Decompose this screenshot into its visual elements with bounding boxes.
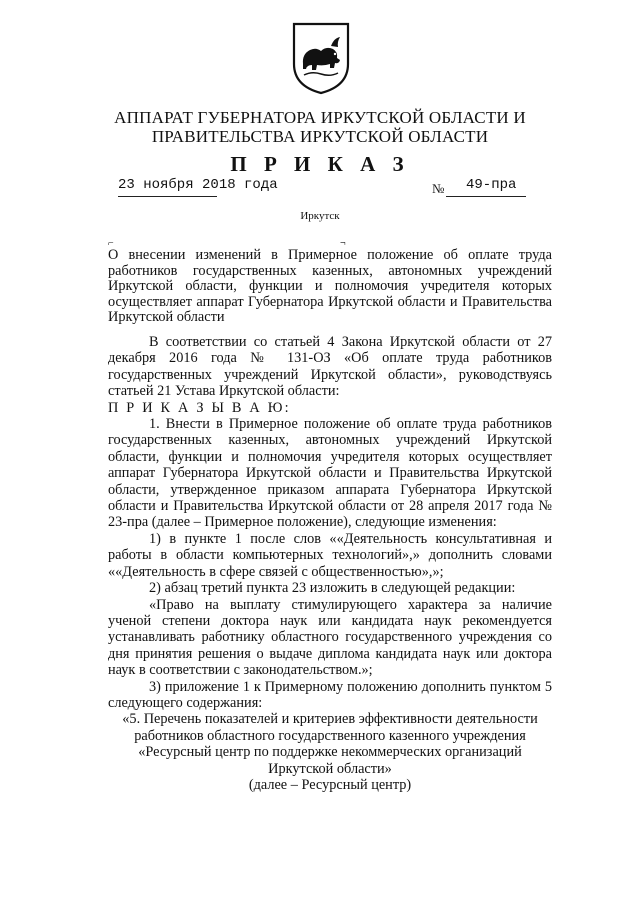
city-name: Иркутск (300, 210, 340, 222)
issuer-line-2: ПРАВИТЕЛЬСТВА ИРКУТСКОЙ ОБЛАСТИ (151, 127, 489, 146)
item-1-paragraph: 1. Внести в Примерное положение об оплате труда работников государственных казенных, автономных учреждений Иркутской области, функции и полномочия учредителя которых осуществляет аппарат Губернатора Иркутской области и Правительства Иркутской области, утвержденное приказом аппарата Губернатора Иркутской области и Правительства Иркутской области от 28 апреля 2017 года № 23-пра (далее – Примерное положение), следующие изменения: (108, 416, 552, 531)
subitem-2-paragraph: 2) абзац третий пункта 23 изложить в следующей редакции: (149, 580, 516, 597)
document-body (108, 334, 552, 793)
order-word: П Р И К А З Ы В А Ю: (108, 399, 291, 416)
appendix-heading-note: (далее – Ресурсный центр) (248, 776, 412, 793)
date-underline (118, 196, 217, 197)
preamble-paragraph: В соответствии со статьей 4 Закона Иркутской области от 27 декабря 2016 года № 131-ОЗ «Об оплате труда работников государственных учреждений Иркутской области», руководствуясь статьей 21 Устава Иркутской области: (108, 334, 552, 400)
issuer-line-1: АППАРАТ ГУБЕРНАТОРА ИРКУТСКОЙ ОБЛАСТИ И (114, 108, 526, 127)
number-label: № (432, 181, 445, 196)
subitem-1-paragraph: 1) в пункте 1 после слов ««Деятельность консультативная и работы в области компьютерных технологий»,» дополнить словами ««Деятельность в сфере связей с общественностью»,»; (108, 530, 552, 580)
document-number: 49-пра (466, 177, 517, 193)
document-subject: О внесении изменений в Примерное положение об оплате труда работников государственных казенных, автономных учреждений Иркутской области, функции и полномочия учредителя которых осуществляет аппарат Губернатора Иркутской области и Правительства Иркутской области (108, 247, 552, 325)
quoted-paragraph: «Право на выплату стимулирующего характера за наличие ученой степени доктора наук или кандидата наук рекомендуется устанавливать работнику областного государственного учреждения со дня принятия решения о выдаче диплома кандидата наук или доктора наук в соответствии с законодательством.»; (108, 596, 552, 679)
subitem-3-paragraph: 3) приложение 1 к Примерному положению дополнить пунктом 5 следующего содержания: (108, 678, 552, 711)
appendix-heading: «5. Перечень показателей и критериев эффективности деятельности работников областного государственного казенного учреждения «Ресурсный центр по поддержке некоммерческих организаций Иркутской области» (122, 711, 538, 777)
subject-corner-mark-right: ¬ (340, 238, 346, 249)
document-type-title: П Р И К А З (230, 152, 410, 176)
subject-corner-mark-left: ⌐ (108, 238, 114, 249)
number-underline (446, 196, 526, 197)
document-date: 23 ноября 2018 года (118, 177, 278, 193)
coat-of-arms-icon (290, 20, 352, 96)
